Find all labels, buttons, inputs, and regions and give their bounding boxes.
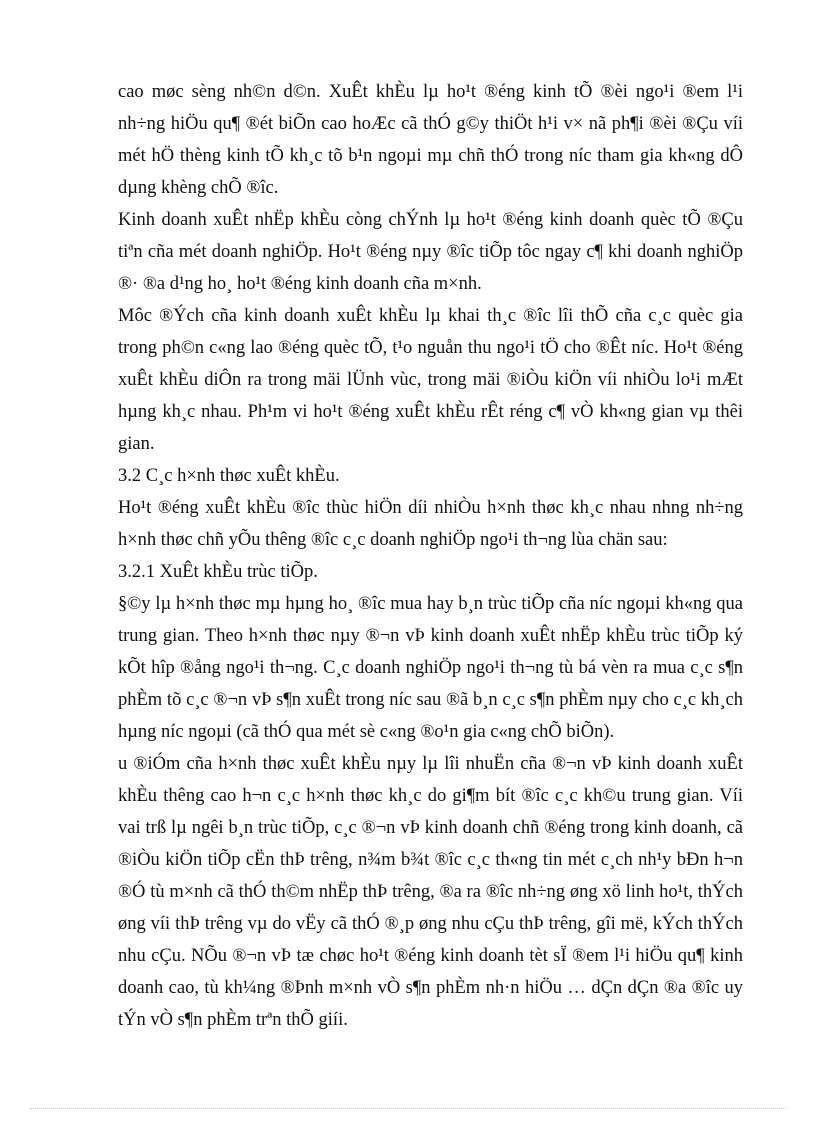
- section-heading-3-2-1: 3.2.1 XuÊt khÈu trùc tiÕp.: [118, 562, 318, 582]
- paragraph-direct-export-advantages: u ®iÓm cña h×nh thøc xuÊt khÈu nµy lµ lîi nhuËn cña ®¬n vÞ kinh doanh xuÊt khÈu thêng cao h¬n c¸c h×nh thøc kh¸c do gi¶m bít ®îc c¸c kh©u trung gian. Víi vai trß lµ ngêi b¸n trùc tiÕp, c¸c ®¬n vÞ kinh doanh chñ ®éng trong kinh doanh, cã ®iÒu kiÖn tiÕp cËn thÞ trêng, n¾m b¾t ®îc c¸c th«ng tin mét c¸ch nh¹y bÐn h¬n ®Ó tù m×nh cã thÓ th©m nhËp thÞ trêng, ®a ra ®îc nh÷ng øng xö linh ho¹t, thÝch øng víi thÞ trêng vµ do vËy cã thÓ ®¸p øng nhu cÇu thÞ trêng, gîi më, kÝch thÝch nhu cÇu. NÕu ®¬n vÞ tæ chøc ho¹t ®éng kinh doanh tèt sÏ ®em l¹i hiÖu qu¶ kinh doanh cao, tù kh¼ng ®Þnh m×nh vÒ s¶n phÈm nh·n hiÖu … dÇn dÇn ®a ®îc uy tÝn vÒ s¶n phÈm trªn thÕ giíi.: [118, 754, 743, 1030]
- section-heading-3-2: 3.2 C¸c h×nh thøc xuÊt khÈu.: [118, 466, 340, 486]
- paragraph-export-forms-intro: Ho¹t ®éng xuÊt khÈu ®îc thùc hiÖn díi nhiÒu h×nh thøc kh¸c nhau nhng nh÷ng h×nh thøc chñ yÕu thêng ®îc c¸c doanh nghiÖp ngo¹i th¬ng lùa chän sau:: [118, 498, 743, 550]
- paragraph-export-purpose: Môc ®Ých cña kinh doanh xuÊt khÈu lµ khai th¸c ®îc lîi thÕ cña c¸c quèc gia trong ph©n c«ng lao ®éng quèc tÕ, t¹o nguån thu ngo¹i tÖ cho ®Êt níc. Ho¹t ®éng xuÊt khÈu diÔn ra trong mäi lÜnh vùc, trong mäi ®iÒu kiÖn víi nhiÒu lo¹i mÆt hµng kh¸c nhau. Ph¹m vi ho¹t ®éng xuÊt khÈu rÊt réng c¶ vÒ kh«ng gian vµ thêi gian.: [118, 306, 743, 454]
- paragraph-direct-export-definition: §©y lµ h×nh thøc mµ hµng ho¸ ®îc mua hay b¸n trùc tiÕp cña níc ngoµi kh«ng qua trung gian. Theo h×nh thøc nµy ®¬n vÞ kinh doanh xuÊt nhËp khÈu trùc tiÕp ký kÕt hîp ®ång ngo¹i th¬ng. C¸c doanh nghiÖp ngo¹i th¬ng tù bá vèn ra mua c¸c s¶n phÈm tõ c¸c ®¬n vÞ s¶n xuÊt trong níc sau ®ã b¸n c¸c s¶n phÈm nµy cho c¸c kh¸ch hµng níc ngoµi (cã thÓ qua mét sè c«ng ®o¹n gia c«ng chÕ biÕn).: [118, 594, 743, 742]
- page-bottom-divider: [30, 1108, 786, 1109]
- document-page: [118, 76, 743, 1036]
- paragraph-export-overview-end: cao møc sèng nh©n d©n. XuÊt khÈu lµ ho¹t ®éng kinh tÕ ®èi ngo¹i ®em l¹i nh÷ng hiÖu qu¶ ®ét biÕn cao hoÆc cã thÓ g©y thiÖt h¹i v× nã ph¶i ®èi ®Çu víi mét hÖ thèng kinh tÕ kh¸c tõ b¹n ngoµi mµ chñ thÓ trong níc tham gia kh«ng dÔ dµng khèng chÕ ®îc.: [118, 82, 743, 198]
- paragraph-import-export-business: Kinh doanh xuÊt nhËp khÈu còng chÝnh lµ ho¹t ®éng kinh doanh quèc tÕ ®Çu tiªn cña mét doanh nghiÖp. Ho¹t ®éng nµy ®îc tiÕp tôc ngay c¶ khi doanh nghiÖp ®· ®a d¹ng ho¸ ho¹t ®éng kinh doanh cña m×nh.: [118, 210, 743, 294]
